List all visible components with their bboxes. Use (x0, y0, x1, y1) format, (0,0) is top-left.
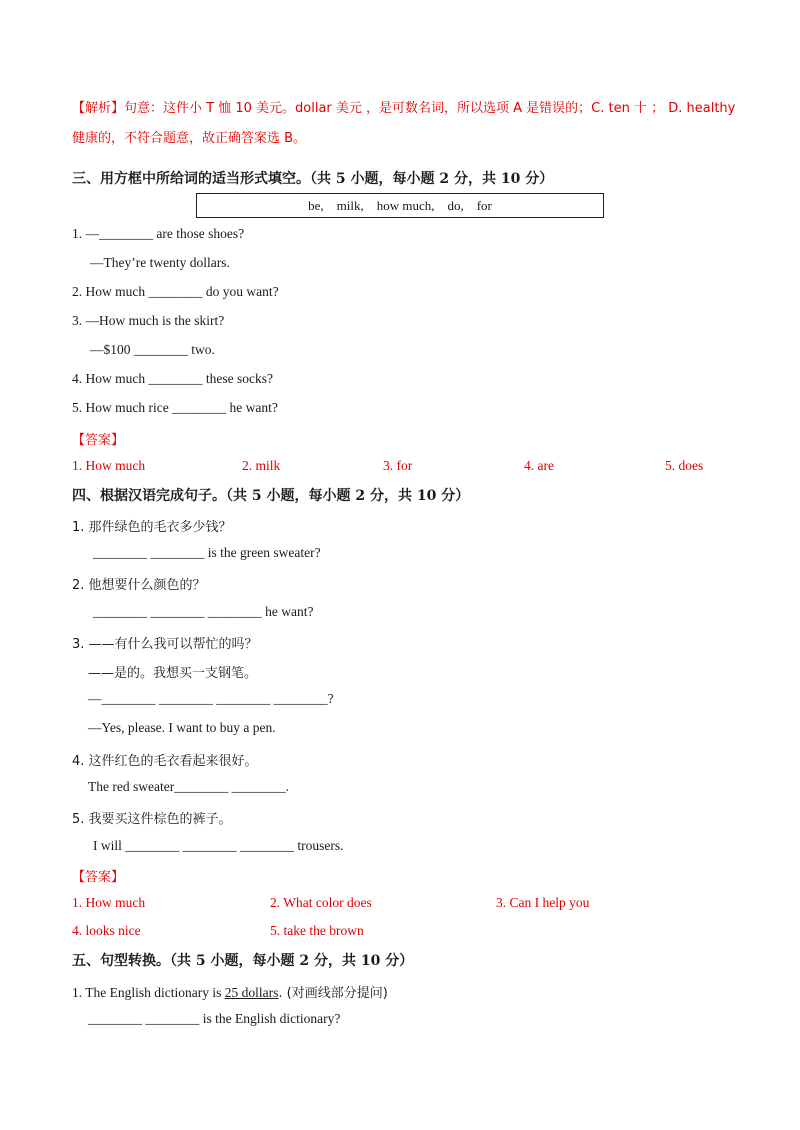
s3-answer-1: 1. How much (72, 458, 146, 473)
s3-answer-2: 2. milk (242, 458, 281, 473)
section-5-header: 五、句型转换。（共 5 小题，每小题 2 分，共 10 分） (72, 953, 414, 969)
s4-question-3-en-a: —________ ________ ________ ________? (88, 691, 334, 706)
s5-question-1-post: . (对画线部分提问) (278, 986, 388, 1001)
s5-question-1-underlined: 25 dollars (224, 985, 279, 1000)
word-box (196, 193, 604, 218)
s3-answer-3: 3. for (383, 458, 413, 473)
s4-question-5-en: I will ________ ________ ________ trousers. (93, 838, 344, 853)
s4-answer-5: 5. take the brown (270, 923, 364, 938)
s4-question-3-zh-b: ——是的。我想买一支钢笔。 (88, 666, 258, 681)
s4-answer-2: 2. What color does (270, 895, 372, 910)
s4-question-1-zh: 1. 那件绿色的毛衣多少钱？ (72, 520, 232, 535)
s3-question-3b: —$100 ________ two. (90, 342, 215, 357)
s4-answer-4: 4. looks nice (72, 923, 141, 938)
s3-question-5: 5. How much rice ________ he want? (72, 400, 278, 415)
section-3-header: 三、用方框中所给词的适当形式填空。（共 5 小题，每小题 2 分，共 10 分） (72, 171, 554, 187)
s4-answer-1: 1. How much (72, 895, 146, 910)
s4-answer-label: 【答案】 (72, 870, 125, 885)
s3-question-1a: 1. —________ are those shoes? (72, 226, 245, 241)
s4-answer-3: 3. Can I help you (496, 895, 590, 910)
s4-question-4-zh: 4. 这件红色的毛衣看起来很好。 (72, 754, 258, 769)
s3-answer-label: 【答案】 (72, 433, 125, 448)
section-4-header: 四、根据汉语完成句子。（共 5 小题，每小题 2 分，共 10 分） (72, 488, 470, 504)
s4-question-5-zh: 5. 我要买这件棕色的裤子。 (72, 812, 232, 827)
s3-question-1b: —They’re twenty dollars. (90, 255, 230, 270)
s3-question-4: 4. How much ________ these socks? (72, 371, 273, 386)
s3-answer-4: 4. are (524, 458, 554, 473)
s3-answer-5: 5. does (665, 458, 704, 473)
s4-question-3-en-b: —Yes, please. I want to buy a pen. (88, 720, 276, 735)
s5-question-1-blank: ________ ________ is the English dictionary? (88, 1011, 341, 1026)
analysis-line-1: 【解析】句意：这件小 T 恤 10 美元。dollar 美元 ，是可数名词，所以选项 A 是错误的；C. ten 十 ； D. healthy (72, 101, 736, 116)
s4-question-2-zh: 2. 他想要什么颜色的？ (72, 578, 206, 593)
s3-question-2: 2. How much ________ do you want? (72, 284, 279, 299)
s5-question-1-pre: 1. The English dictionary is (72, 985, 225, 1000)
s5-question-1 (72, 982, 388, 1001)
s4-question-3-zh-a: 3. ——有什么我可以帮忙的吗？ (72, 637, 258, 652)
s4-question-2-en: ________ ________ ________ he want? (93, 604, 314, 619)
s4-question-1-en: ________ ________ is the green sweater? (93, 545, 321, 560)
word-box-text: be, milk, how much, do, for (308, 198, 492, 213)
analysis-line-2: 健康的，不符合题意，故正确答案选 B。 (72, 131, 307, 146)
s4-question-4-en: The red sweater________ ________. (88, 779, 289, 794)
s3-question-3a: 3. —How much is the skirt? (72, 313, 225, 328)
